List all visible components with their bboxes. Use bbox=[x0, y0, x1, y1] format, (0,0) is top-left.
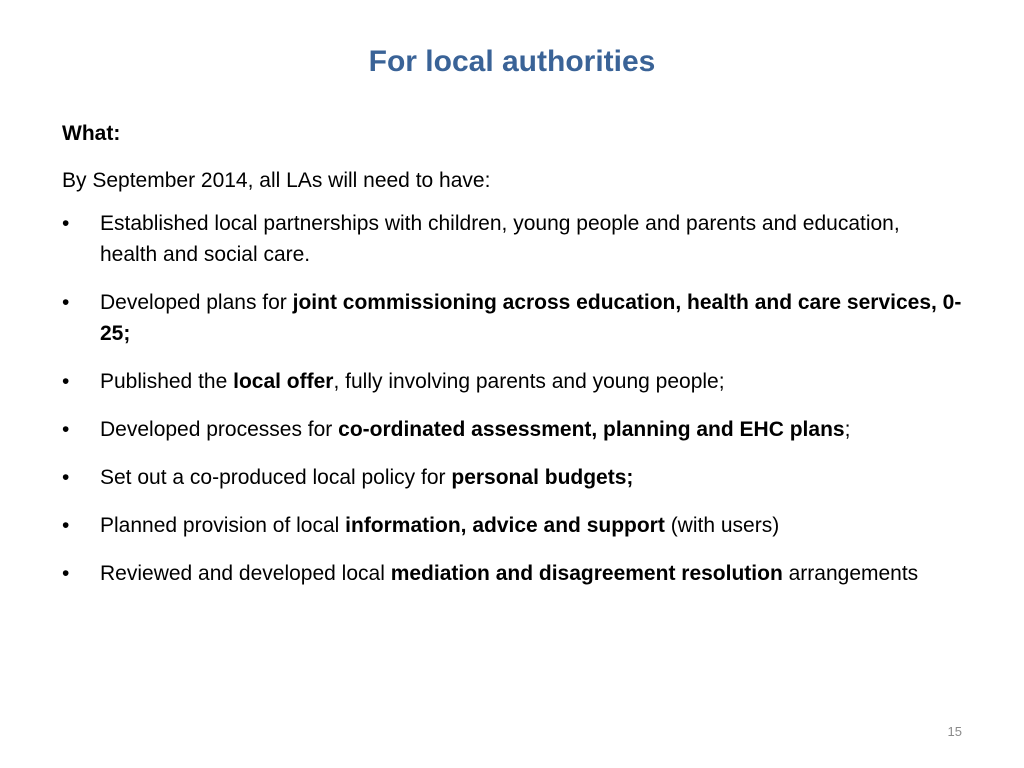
bullet-list bbox=[62, 208, 962, 589]
page-number: 15 bbox=[947, 724, 962, 739]
bullet-icon: • bbox=[62, 562, 70, 585]
bullet-bold-text: personal budgets; bbox=[451, 466, 634, 489]
bullet-bold-text: local offer bbox=[233, 370, 334, 393]
bullet-text: Planned provision of local bbox=[100, 514, 346, 537]
slide-title: For local authorities bbox=[368, 45, 656, 78]
bullet-text-after: (with users) bbox=[664, 514, 780, 537]
intro-text: By September 2014, all LAs will need to have: bbox=[62, 169, 491, 192]
bullet-text-after: , fully involving parents and young people; bbox=[333, 370, 725, 393]
bullet-icon: • bbox=[62, 212, 70, 235]
slide-content bbox=[62, 118, 962, 606]
bullet-text-after: arrangements bbox=[782, 562, 919, 585]
bullet-text: Published the bbox=[100, 370, 234, 393]
bullet-icon: • bbox=[62, 514, 70, 537]
bullet-bold-text: co-ordinated assessment, planning and EHC plans bbox=[338, 418, 845, 441]
bullet-icon: • bbox=[62, 466, 70, 489]
bullet-item-personal-budgets bbox=[62, 462, 962, 493]
bullet-bold-text: joint commissioning across education, health and care services, 0-25; bbox=[100, 291, 962, 345]
bullet-text: Developed plans for bbox=[100, 291, 293, 314]
bullet-item-assessment bbox=[62, 414, 962, 445]
bullet-text-after: ; bbox=[844, 418, 851, 441]
bullet-bold-text: mediation and disagreement resolution bbox=[390, 562, 783, 585]
bullet-item-local-offer bbox=[62, 366, 962, 397]
bullet-bold-text: information, advice and support bbox=[345, 514, 665, 537]
bullet-text: Reviewed and developed local bbox=[100, 562, 391, 585]
bullet-icon: • bbox=[62, 418, 70, 441]
bullet-item-information-advice bbox=[62, 510, 962, 541]
bullet-item-partnerships bbox=[62, 208, 962, 270]
bullet-text: Set out a co-produced local policy for bbox=[100, 466, 452, 489]
bullet-icon: • bbox=[62, 291, 70, 314]
bullet-text: Developed processes for bbox=[100, 418, 339, 441]
bullet-icon: • bbox=[62, 370, 70, 393]
bullet-item-mediation bbox=[62, 558, 962, 589]
bullet-text: Established local partnerships with children, young people and parents and education, health and social care. bbox=[100, 212, 900, 266]
bullet-item-joint-commissioning bbox=[62, 287, 962, 349]
section-heading: What: bbox=[62, 122, 121, 145]
